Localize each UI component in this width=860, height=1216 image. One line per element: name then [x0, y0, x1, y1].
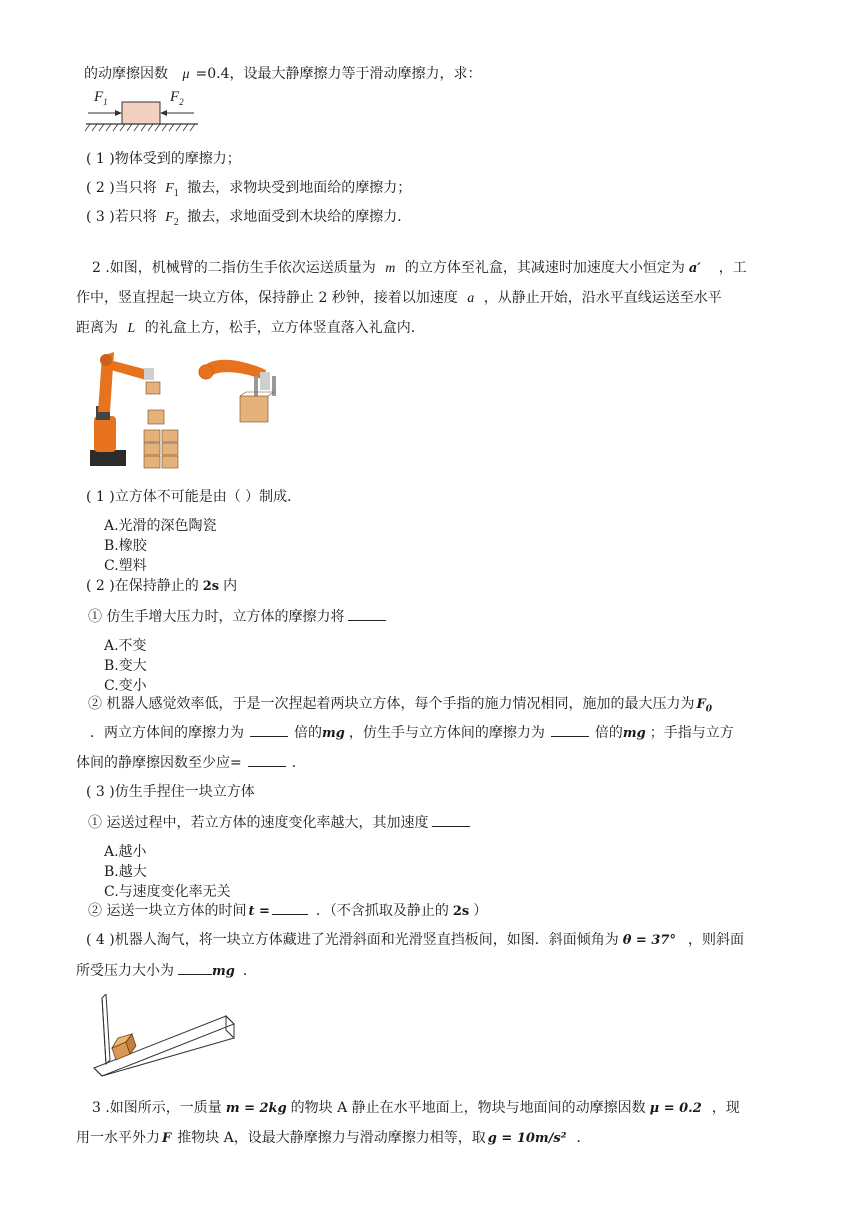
p2-line-3: 距离为 L 的礼盒上方，松手，立方体竖直落入礼盒内． [76, 320, 425, 336]
p1-intro-text-2: =0.4，设最大静摩擦力等于滑动摩擦力，求： [195, 66, 482, 82]
p2-sub-2-item-2: ② 机器人感觉效率低，于是一次捏起着两块立方体，每个手指的施力情况相同，施加的最大压力为 $F_0$ [88, 696, 712, 715]
p1-question-3: ( 3 )若只将 $F_2$ 撤去，求地面受到木块给的摩擦力． [86, 209, 412, 228]
p2-sub-1-option-a: A.光滑的深色陶瓷 [104, 518, 217, 534]
p1-intro-text: 的动摩擦因数 [84, 66, 168, 82]
answer-blank[interactable] [348, 606, 386, 621]
p2-sub-4-cont: 所受压力大小为 mg ． [76, 960, 257, 982]
p2-sub-1: ( 1 )立方体不可能是由（ ）制成． [86, 489, 302, 505]
f2-label: $F_2$ [170, 89, 184, 107]
p2-sub-2-option-c: C.变小 [104, 678, 147, 694]
p3-line-1: 3 .如图所示，一质量 m = 2kg 的物块 A 静止在水平地面上，物块与地面间的动摩擦因数 μ = 0.2 ，现 [92, 1100, 740, 1116]
p2-sub-2-option-b: B.变大 [104, 658, 147, 674]
p2-sub-3: ( 3 )仿生手捏住一块立方体 [86, 784, 255, 800]
p2-sub-2-item-2-cont: ．两立方体间的摩擦力为 倍的mg ，仿生手与立方体间的摩擦力为 倍的mg ；手指与立方 [90, 722, 734, 744]
p2-sub-2: ( 2 )在保持静止的 2s 内 [86, 578, 238, 594]
p2-sub-2-item-2-end: 体间的静摩擦因数至少应= ． [76, 752, 306, 773]
p2-sub-1-option-b: B.橡胶 [104, 538, 147, 554]
mu-symbol: μ [182, 67, 190, 82]
answer-blank[interactable] [250, 722, 288, 737]
p1-question-1: ( 1 )物体受到的摩擦力； [86, 151, 241, 167]
block-force-figure [84, 90, 204, 136]
f1-label: $F_1$ [94, 89, 108, 107]
p2-sub-3-item-1: ① 运送过程中，若立方体的速度变化率越大，其加速度 [88, 812, 470, 833]
p2-sub-3-item-2: ② 运送一块立方体的时间 t = ．（不含抓取及静止的 2s ） [88, 900, 487, 922]
p2-sub-3-option-a: A.越小 [104, 844, 147, 860]
answer-blank[interactable] [551, 722, 589, 737]
p2-sub-1-option-c: C.塑料 [104, 558, 147, 574]
incline-figure [88, 994, 238, 1080]
robot-arm-figure [84, 346, 284, 470]
a-prime-symbol: a′ [688, 261, 701, 276]
answer-blank[interactable] [432, 812, 470, 827]
answer-blank[interactable] [272, 900, 308, 915]
p1-intro-line [84, 64, 481, 85]
p2-line-1: 2 .如图，机械臂的二指仿生手依次运送质量为 m 的立方体至礼盒，其减速时加速度大小恒定为 a′ ，工 [92, 260, 747, 276]
p2-sub-2-option-a: A.不变 [104, 638, 147, 654]
p1-question-2: ( 2 )当只将 $F_1$ 撤去，求物块受到地面给的摩擦力； [86, 180, 412, 199]
answer-blank[interactable] [178, 960, 212, 975]
answer-blank[interactable] [248, 752, 286, 767]
p2-sub-4: ( 4 )机器人淘气，将一块立方体藏进了光滑斜面和光滑竖直挡板间，如图．斜面倾角为 θ = 37° ，则斜面 [86, 932, 744, 948]
p2-sub-3-option-b: B.越大 [104, 864, 147, 880]
p3-line-2: 用一水平外力 F 推物块 A，设最大静摩擦力与滑动摩擦力相等，取 g = 10m/s² ． [76, 1130, 591, 1146]
p2-line-2: 作中，竖直捏起一块立方体，保持静止 2 秒钟，接着以加速度 a ，从静止开始，沿水平直线运送至水平 [76, 290, 722, 306]
p2-sub-3-option-c: C.与速度变化率无关 [104, 884, 231, 900]
p2-sub-2-item-1: ① 仿生手增大压力时，立方体的摩擦力将 [88, 606, 386, 627]
